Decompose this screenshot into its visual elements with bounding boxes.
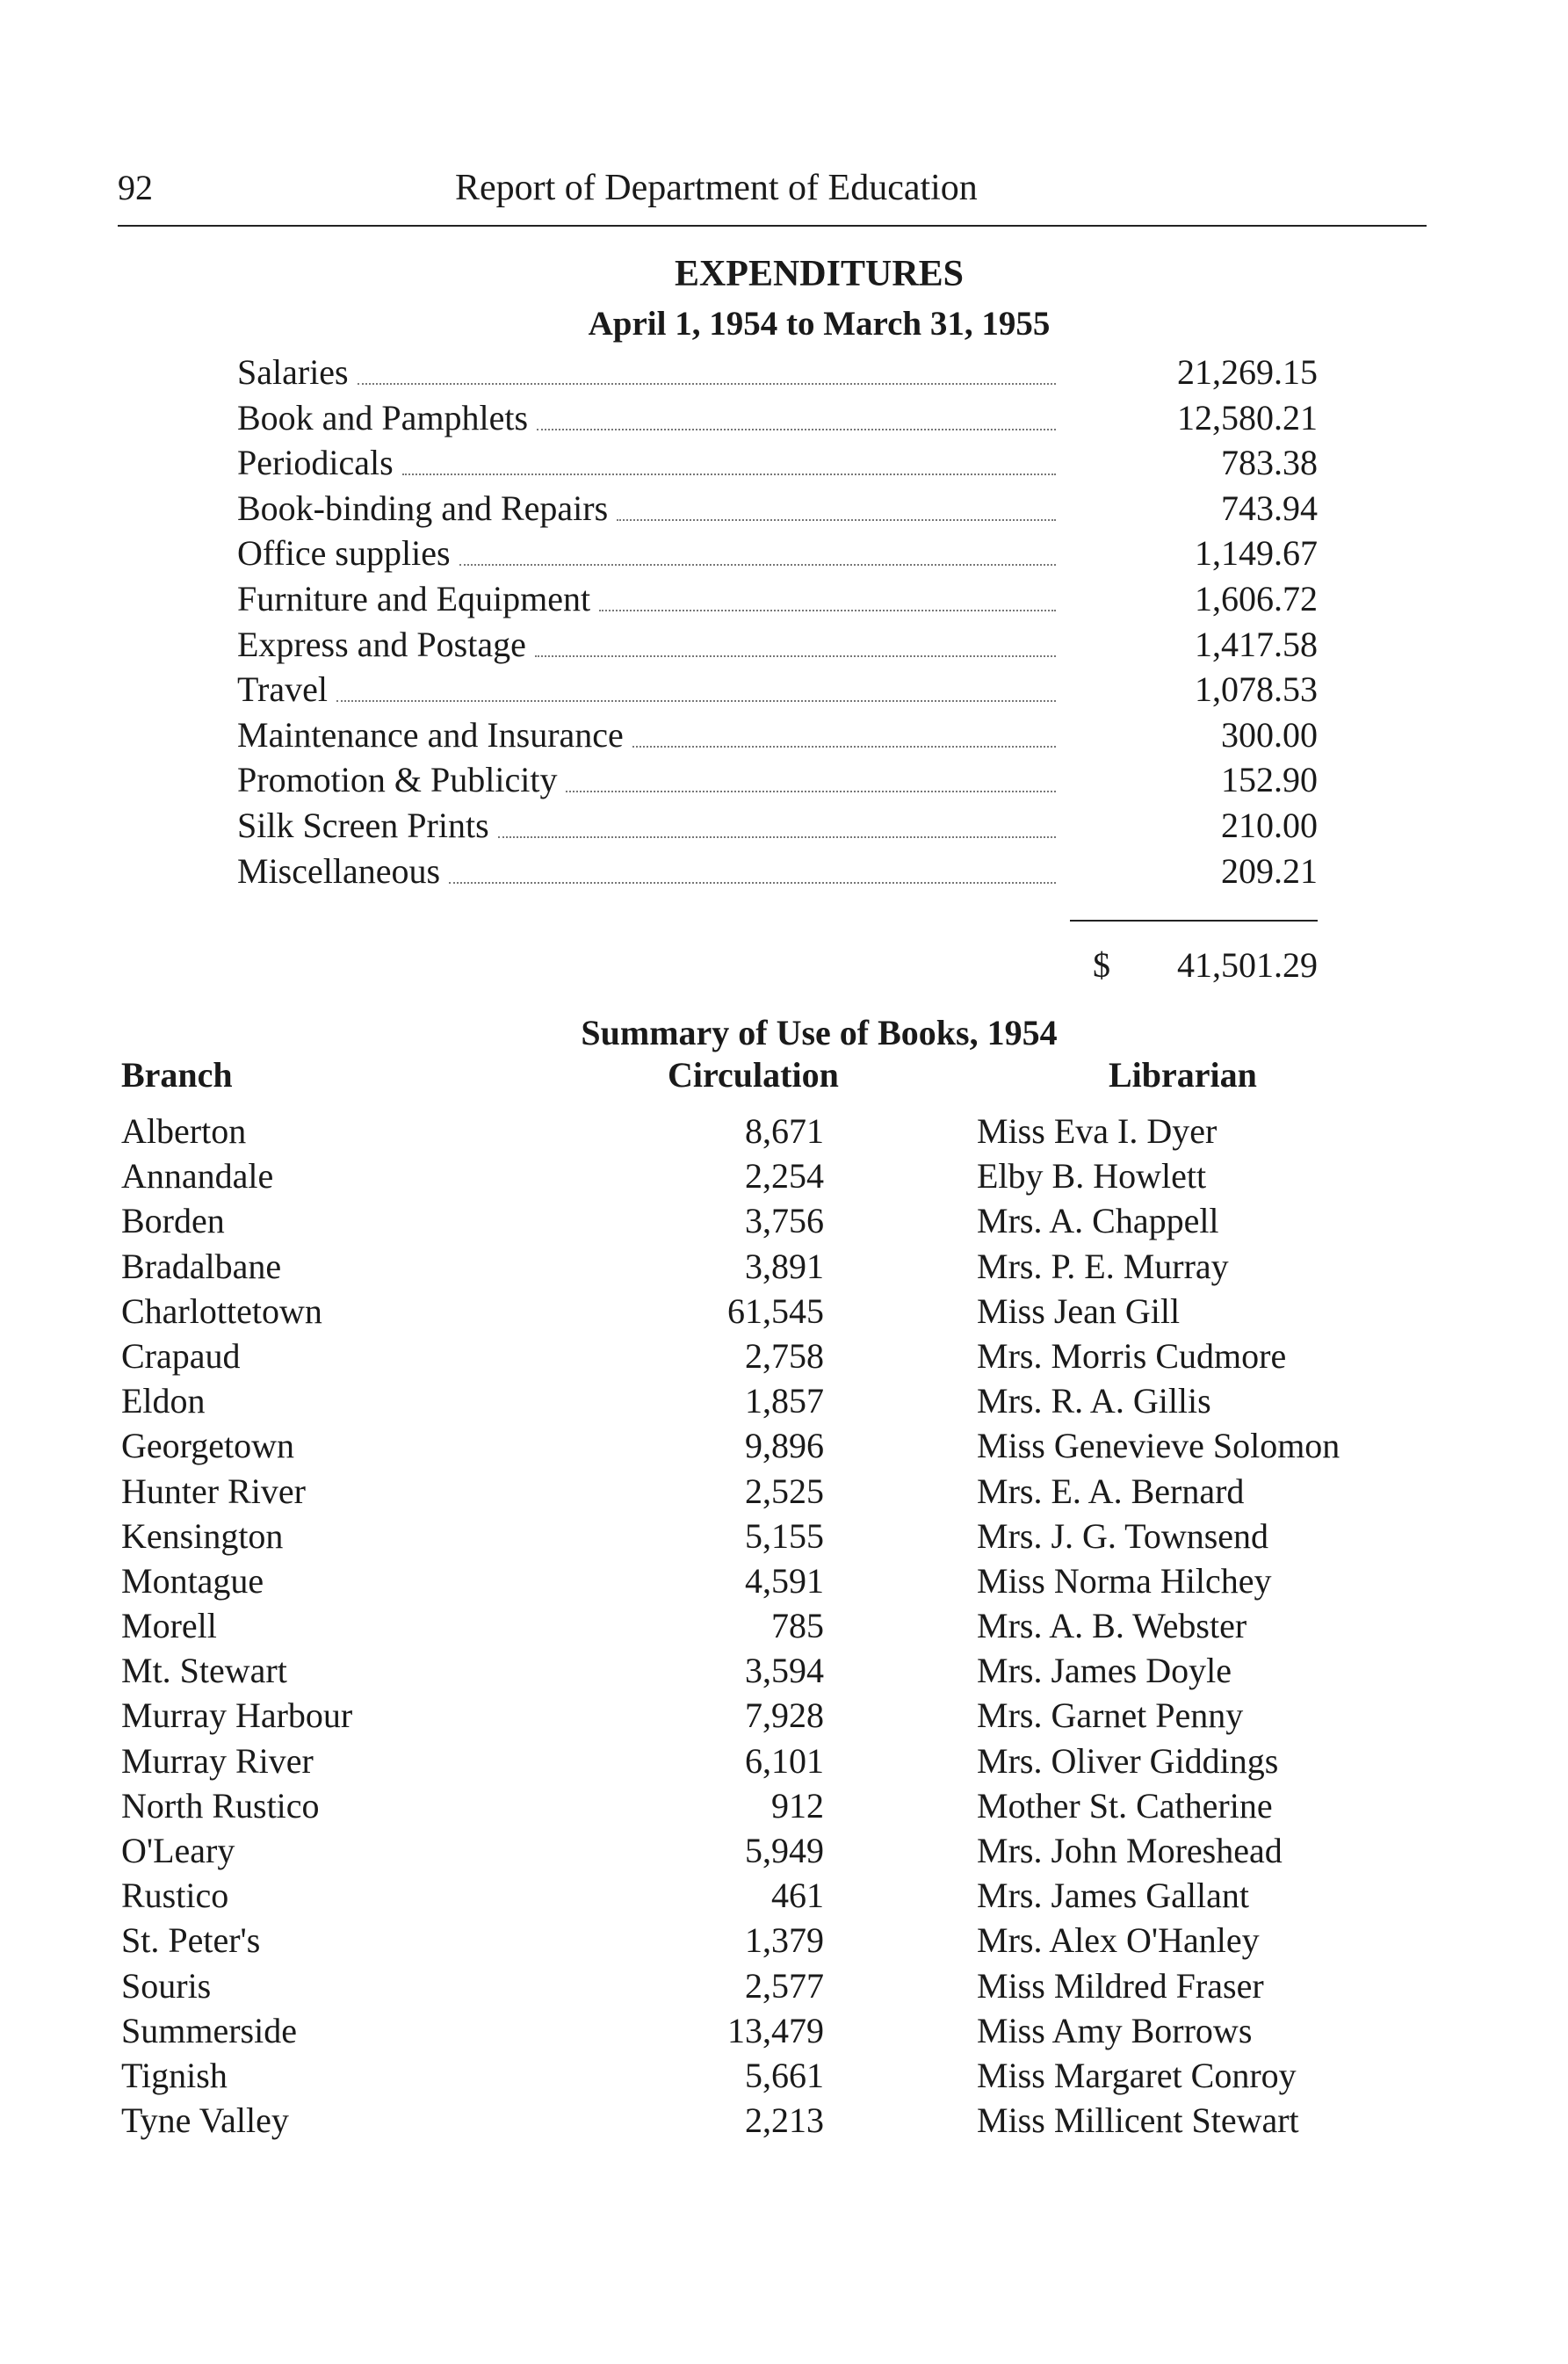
expenditure-label-wrap bbox=[237, 350, 1063, 395]
circulation-cell: 8,671 bbox=[745, 1111, 824, 1151]
expenditure-row bbox=[237, 667, 1318, 712]
branch-cell: O'Leary bbox=[121, 1831, 235, 1870]
table-row bbox=[0, 2053, 1568, 2098]
circulation-cell: 1,857 bbox=[745, 1381, 824, 1421]
expenditure-row bbox=[237, 803, 1318, 849]
librarian-cell: Mrs. E. A. Bernard bbox=[977, 1471, 1245, 1511]
page-header bbox=[118, 167, 1427, 228]
branch-cell: Murray Harbour bbox=[121, 1695, 353, 1736]
dot-leader bbox=[336, 700, 1056, 702]
circulation-cell: 461 bbox=[771, 1876, 824, 1916]
table-row bbox=[0, 1558, 1568, 1603]
branch-cell: St. Peter's bbox=[121, 1920, 261, 1961]
circulation-cell: 9,896 bbox=[745, 1426, 824, 1466]
expenditure-label: Furniture and Equipment bbox=[237, 578, 591, 618]
table-row bbox=[0, 1739, 1568, 1783]
branch-cell: Borden bbox=[121, 1201, 225, 1241]
expenditure-row bbox=[237, 757, 1318, 803]
circulation-cell: 61,545 bbox=[727, 1290, 824, 1331]
dot-leader bbox=[632, 746, 1056, 748]
circulation-cell: 1,379 bbox=[745, 1920, 824, 1961]
librarian-cell: Miss Margaret Conroy bbox=[977, 2055, 1297, 2095]
expenditure-label-wrap bbox=[237, 440, 1063, 486]
librarian-cell: Mrs. Garnet Penny bbox=[977, 1695, 1244, 1736]
branch-cell: Kensington bbox=[121, 1515, 284, 1556]
branch-cell: Georgetown bbox=[121, 1426, 294, 1466]
branch-cell: Bradalbane bbox=[121, 1246, 282, 1286]
librarian-cell: Mrs. R. A. Gillis bbox=[977, 1381, 1211, 1421]
circulation-cell: 5,155 bbox=[745, 1515, 824, 1556]
expenditure-row bbox=[237, 849, 1318, 894]
librarian-cell: Miss Mildred Fraser bbox=[977, 1965, 1264, 2006]
expenditure-label: Book and Pamphlets bbox=[237, 397, 529, 437]
librarian-cell: Mrs. Alex O'Hanley bbox=[977, 1920, 1260, 1961]
column-header-librarian: Librarian bbox=[1109, 1055, 1257, 1095]
table-row bbox=[0, 1198, 1568, 1243]
librarian-cell: Mrs. John Moreshead bbox=[977, 1831, 1283, 1870]
total-amount: 41,501.29 bbox=[1177, 945, 1318, 985]
branch-cell: Souris bbox=[121, 1965, 212, 2006]
expenditure-row bbox=[237, 486, 1318, 531]
expenditure-amount: 783.38 bbox=[1221, 443, 1318, 483]
expenditure-row bbox=[237, 350, 1318, 395]
circulation-cell: 912 bbox=[771, 1785, 824, 1825]
expenditure-label: Travel bbox=[237, 669, 328, 710]
branch-cell: North Rustico bbox=[121, 1785, 320, 1825]
expenditure-label-wrap bbox=[237, 531, 1063, 576]
circulation-cell: 5,661 bbox=[745, 2055, 824, 2095]
table-row bbox=[0, 1334, 1568, 1378]
dot-leader bbox=[402, 474, 1056, 475]
expenditure-amount: 209.21 bbox=[1221, 850, 1318, 891]
expenditure-label: Miscellaneous bbox=[237, 850, 441, 891]
table-row bbox=[0, 1289, 1568, 1334]
branch-cell: Tyne Valley bbox=[121, 2100, 289, 2141]
branch-cell: Tignish bbox=[121, 2055, 228, 2095]
expenditure-label: Promotion & Publicity bbox=[237, 760, 558, 800]
expenditure-label: Express and Postage bbox=[237, 624, 526, 664]
table-row bbox=[0, 1963, 1568, 2008]
branch-cell: Charlottetown bbox=[121, 1290, 322, 1331]
circulation-cell: 2,525 bbox=[745, 1471, 824, 1511]
expenditure-label: Book-binding and Repairs bbox=[237, 488, 609, 528]
dot-leader bbox=[498, 836, 1056, 838]
branch-cell: Morell bbox=[121, 1606, 217, 1646]
expenditure-row bbox=[237, 531, 1318, 576]
table-row bbox=[0, 1378, 1568, 1423]
circulation-cell: 6,101 bbox=[745, 1740, 824, 1781]
circulation-cell: 785 bbox=[771, 1606, 824, 1646]
circulation-cell: 7,928 bbox=[745, 1695, 824, 1736]
expenditure-row bbox=[237, 712, 1318, 758]
table-row bbox=[0, 1648, 1568, 1693]
circulation-cell: 4,591 bbox=[745, 1560, 824, 1601]
librarian-cell: Miss Eva I. Dyer bbox=[977, 1111, 1218, 1151]
expenditure-amount: 21,269.15 bbox=[1177, 352, 1318, 392]
expenditure-label-wrap bbox=[237, 849, 1063, 894]
total-rule bbox=[1070, 920, 1318, 922]
expenditure-label: Periodicals bbox=[237, 443, 394, 483]
expenditure-amount: 1,606.72 bbox=[1195, 578, 1318, 618]
expenditure-label-wrap bbox=[237, 667, 1063, 712]
expenditure-label-wrap bbox=[237, 576, 1063, 622]
expenditure-label-wrap bbox=[237, 622, 1063, 668]
librarian-cell: Elby B. Howlett bbox=[977, 1156, 1207, 1196]
dot-leader bbox=[449, 882, 1056, 884]
expenditure-row bbox=[237, 440, 1318, 486]
librarian-cell: Mrs. James Gallant bbox=[977, 1876, 1249, 1916]
header-rule bbox=[118, 225, 1427, 227]
dot-leader bbox=[459, 564, 1056, 566]
total-currency: $ bbox=[1093, 945, 1110, 985]
table-row bbox=[0, 2008, 1568, 2053]
summary-table bbox=[0, 1109, 1568, 2143]
table-row bbox=[0, 1603, 1568, 1648]
librarian-cell: Miss Jean Gill bbox=[977, 1290, 1181, 1331]
branch-cell: Eldon bbox=[121, 1381, 206, 1421]
branch-cell: Alberton bbox=[121, 1111, 247, 1151]
column-header-circulation: Circulation bbox=[668, 1055, 839, 1095]
branch-cell: Murray River bbox=[121, 1740, 314, 1781]
expenditure-label: Silk Screen Prints bbox=[237, 805, 489, 845]
librarian-cell: Miss Norma Hilchey bbox=[977, 1560, 1272, 1601]
table-row bbox=[0, 1153, 1568, 1198]
circulation-cell: 3,891 bbox=[745, 1246, 824, 1286]
librarian-cell: Mrs. A. Chappell bbox=[977, 1201, 1219, 1241]
expenditure-label: Salaries bbox=[237, 352, 349, 392]
expenditure-label-wrap bbox=[237, 712, 1063, 758]
expenditure-amount: 1,078.53 bbox=[1195, 669, 1318, 710]
librarian-cell: Mrs. J. G. Townsend bbox=[977, 1515, 1269, 1556]
dot-leader bbox=[535, 655, 1056, 657]
librarian-cell: Miss Genevieve Solomon bbox=[977, 1426, 1340, 1466]
circulation-cell: 2,213 bbox=[745, 2100, 824, 2141]
table-row bbox=[0, 1244, 1568, 1289]
expenditures-list bbox=[237, 350, 1318, 893]
table-row bbox=[0, 1828, 1568, 1873]
table-row bbox=[0, 1514, 1568, 1558]
expenditure-amount: 12,580.21 bbox=[1177, 397, 1318, 437]
table-row bbox=[0, 1693, 1568, 1738]
librarian-cell: Mrs. James Doyle bbox=[977, 1651, 1232, 1691]
expenditures-period: April 1, 1954 to March 31, 1955 bbox=[588, 305, 1051, 343]
expenditure-label-wrap bbox=[237, 486, 1063, 531]
expenditure-label-wrap bbox=[237, 395, 1063, 441]
branch-cell: Mt. Stewart bbox=[121, 1651, 287, 1691]
expenditure-row bbox=[237, 576, 1318, 622]
table-row bbox=[0, 1469, 1568, 1514]
librarian-cell: Miss Amy Borrows bbox=[977, 2010, 1253, 2050]
branch-cell: Summerside bbox=[121, 2010, 297, 2050]
librarian-cell: Mrs. P. E. Murray bbox=[977, 1246, 1229, 1286]
dot-leader bbox=[537, 429, 1056, 430]
expenditure-amount: 210.00 bbox=[1221, 805, 1318, 845]
expenditures-title: EXPENDITURES bbox=[674, 254, 965, 294]
librarian-cell: Miss Millicent Stewart bbox=[977, 2100, 1299, 2141]
expenditure-row bbox=[237, 395, 1318, 441]
expenditure-label-wrap bbox=[237, 757, 1063, 803]
circulation-cell: 2,577 bbox=[745, 1965, 824, 2006]
expenditure-amount: 743.94 bbox=[1221, 488, 1318, 528]
table-row bbox=[0, 1423, 1568, 1468]
branch-cell: Montague bbox=[121, 1560, 264, 1601]
table-row bbox=[0, 1918, 1568, 1963]
column-header-branch: Branch bbox=[121, 1055, 233, 1095]
summary-title: Summary of Use of Books, 1954 bbox=[581, 1013, 1058, 1052]
table-row bbox=[0, 1109, 1568, 1153]
expenditure-amount: 300.00 bbox=[1221, 714, 1318, 755]
circulation-cell: 2,254 bbox=[745, 1156, 824, 1196]
expenditure-label: Office supplies bbox=[237, 533, 451, 574]
branch-cell: Annandale bbox=[121, 1156, 274, 1196]
table-row bbox=[0, 2098, 1568, 2143]
librarian-cell: Mrs. Morris Cudmore bbox=[977, 1335, 1287, 1376]
expenditure-label-wrap bbox=[237, 803, 1063, 849]
expenditure-amount: 1,149.67 bbox=[1195, 533, 1318, 574]
dot-leader bbox=[358, 383, 1056, 385]
circulation-cell: 13,479 bbox=[727, 2010, 824, 2050]
dot-leader bbox=[599, 610, 1056, 611]
expenditure-row bbox=[237, 622, 1318, 668]
table-row bbox=[0, 1783, 1568, 1828]
branch-cell: Rustico bbox=[121, 1876, 229, 1916]
expenditure-amount: 1,417.58 bbox=[1195, 624, 1318, 664]
librarian-cell: Mrs. Oliver Giddings bbox=[977, 1740, 1279, 1781]
expenditure-amount: 152.90 bbox=[1221, 760, 1318, 800]
librarian-cell: Mrs. A. B. Webster bbox=[977, 1606, 1247, 1646]
branch-cell: Hunter River bbox=[121, 1471, 306, 1511]
table-row bbox=[0, 1873, 1568, 1918]
librarian-cell: Mother St. Catherine bbox=[977, 1785, 1273, 1825]
dot-leader bbox=[617, 519, 1056, 521]
circulation-cell: 3,756 bbox=[745, 1201, 824, 1241]
circulation-cell: 2,758 bbox=[745, 1335, 824, 1376]
expenditure-label: Maintenance and Insurance bbox=[237, 714, 624, 755]
page-number: 92 bbox=[118, 168, 153, 207]
circulation-cell: 3,594 bbox=[745, 1651, 824, 1691]
dot-leader bbox=[566, 791, 1056, 792]
branch-cell: Crapaud bbox=[121, 1335, 241, 1376]
running-title: Report of Department of Education bbox=[455, 168, 978, 208]
circulation-cell: 5,949 bbox=[745, 1831, 824, 1870]
